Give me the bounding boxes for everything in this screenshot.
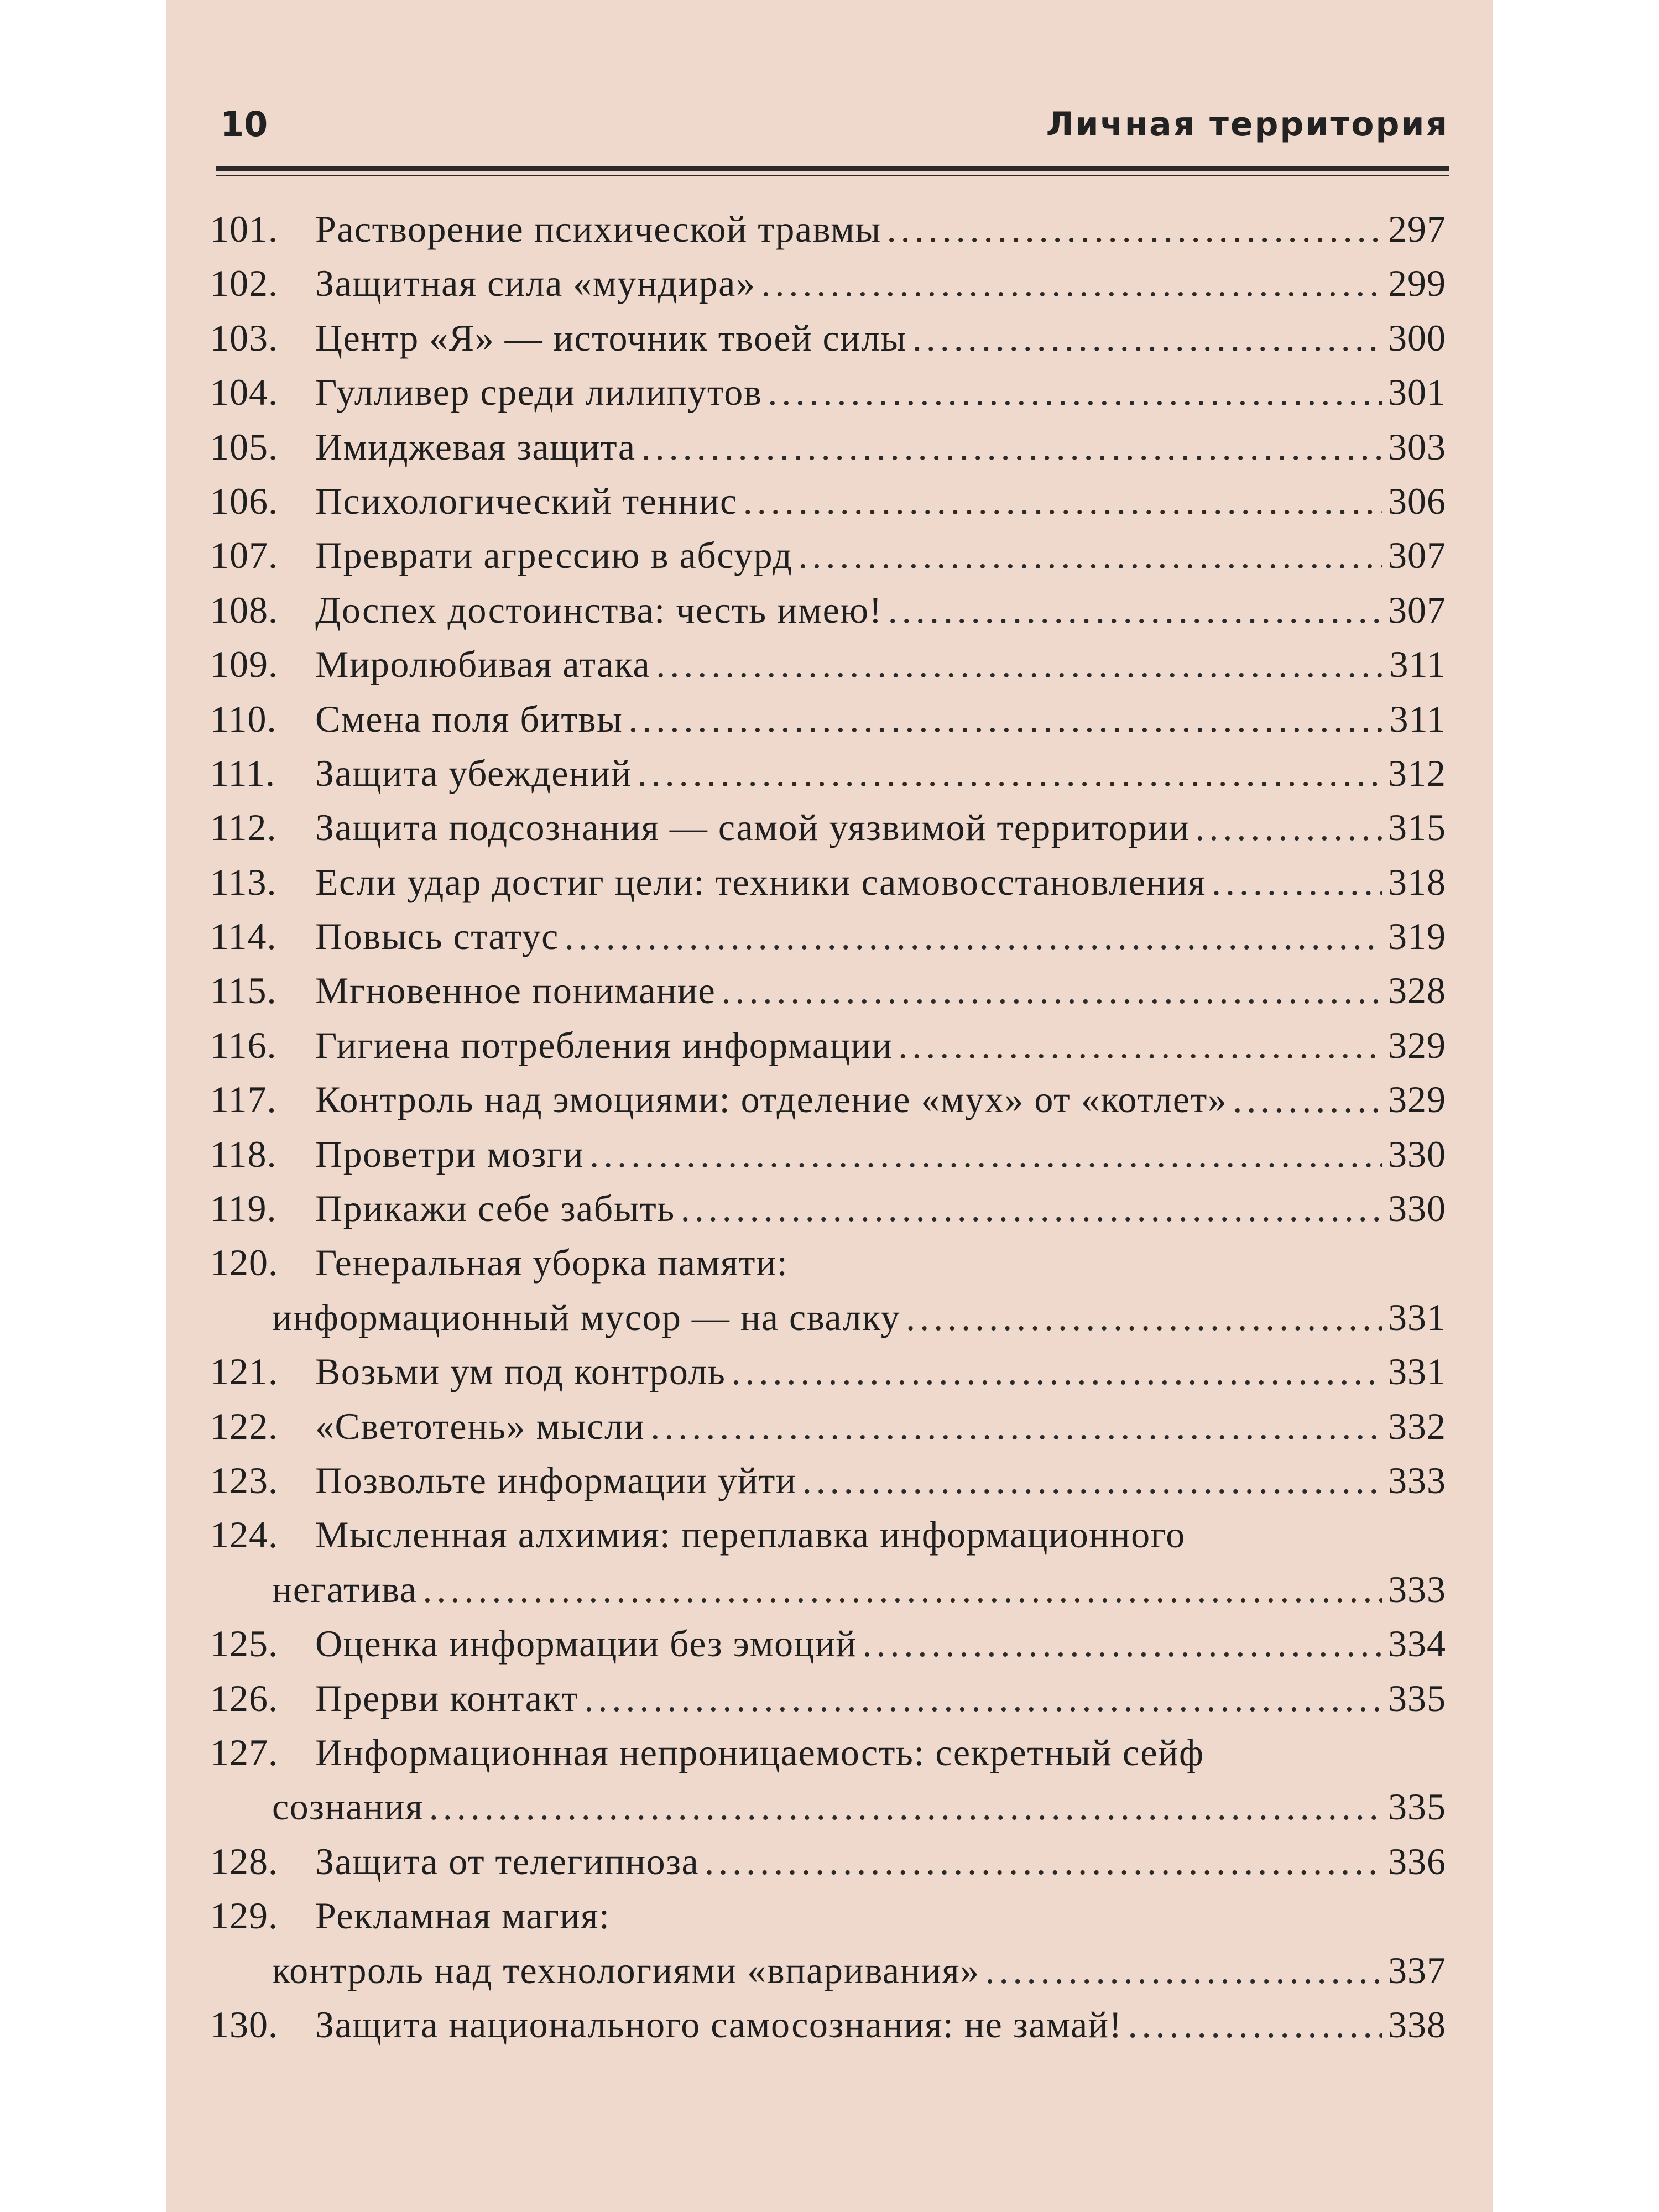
toc-entry-page: 335: [1388, 1677, 1446, 1719]
toc-entry: [210, 474, 1446, 528]
toc-entry-page: 331: [1388, 1350, 1446, 1393]
toc-entry: [210, 909, 1446, 963]
dot-leader: [743, 474, 1383, 528]
toc-entry-page: 299: [1388, 262, 1446, 305]
dot-leader: [656, 637, 1384, 691]
toc-line: [210, 746, 1446, 800]
dot-leader: [721, 963, 1383, 1018]
toc-entry-page: 332: [1388, 1405, 1446, 1447]
toc-entry: [210, 1018, 1446, 1072]
toc-entry-number: 114.: [210, 915, 277, 958]
dot-leader: [584, 1671, 1383, 1725]
toc-entry-number: 112.: [210, 806, 277, 849]
toc-entry-page: 335: [1388, 1786, 1446, 1828]
toc-entry-title: Проветри мозги: [315, 1133, 585, 1175]
toc-entry-title: Позвольте информации уйти: [315, 1459, 797, 1501]
toc-entry-title: Центр «Я» — источник твоей силы: [315, 316, 907, 359]
dot-leader: [802, 1453, 1383, 1507]
toc-entry: [210, 583, 1446, 637]
toc-entry-page: 331: [1388, 1296, 1446, 1338]
toc-entry-number: 108.: [210, 588, 278, 631]
dot-leader: [906, 1290, 1383, 1344]
toc-line: [210, 1616, 1446, 1671]
dot-leader: [1128, 1997, 1383, 2052]
toc-line: [210, 1235, 1446, 1290]
toc-line: [210, 365, 1446, 419]
toc-entry-number: 115.: [210, 969, 277, 1012]
toc-line: [210, 1344, 1446, 1399]
toc-line: [210, 1671, 1446, 1725]
toc-entry-page: 334: [1388, 1623, 1446, 1665]
dot-leader: [628, 692, 1384, 746]
toc-entry: [210, 365, 1446, 419]
toc-entry-title: Информационная непроницаемость: секретный сейф: [315, 1731, 1204, 1773]
toc-line: [210, 1018, 1446, 1072]
toc-entry-number: 113.: [210, 860, 277, 903]
toc-entry-page: 307: [1388, 534, 1446, 577]
toc-entry-number: 122.: [210, 1405, 278, 1447]
dot-leader: [731, 1344, 1383, 1399]
toc-entry-title: Защита подсознания — самой уязвимой территории: [315, 806, 1190, 849]
toc-entry-page: 338: [1388, 2003, 1446, 2046]
dot-leader: [429, 1780, 1383, 1834]
dot-leader: [1233, 1072, 1383, 1126]
toc-entry-title: Оценка информации без эмоций: [315, 1623, 857, 1665]
dot-leader: [768, 365, 1383, 419]
toc-entry: [210, 202, 1446, 256]
toc-entry-page: 337: [1388, 1949, 1446, 1991]
toc-entry-page: 300: [1388, 316, 1446, 359]
dot-leader: [641, 420, 1383, 474]
toc-entry: [210, 1725, 1446, 1834]
toc-line: [210, 1725, 1446, 1780]
toc-line: [210, 311, 1446, 365]
toc-entry-number: 121.: [210, 1350, 278, 1393]
toc-entry-page: 303: [1388, 425, 1446, 468]
toc-line: [210, 855, 1446, 909]
toc-entry: [210, 256, 1446, 310]
dot-leader: [589, 1127, 1383, 1181]
toc-entry-number: 104.: [210, 371, 278, 414]
toc-entry: [210, 528, 1446, 582]
dot-leader: [1195, 800, 1383, 854]
toc-entry-number: 119.: [210, 1187, 277, 1230]
running-title: Личная территория: [1046, 105, 1449, 144]
toc-entry-number: 101.: [210, 208, 278, 250]
toc-entry-title: Мысленная алхимия: переплавка информационного: [315, 1514, 1186, 1556]
toc-line: [210, 1834, 1446, 1888]
toc-entry-number: 103.: [210, 316, 278, 359]
toc-entry-number: 106.: [210, 479, 278, 522]
toc-entry-title: Доспех достоинства: честь имею!: [315, 588, 883, 631]
toc-entry-page: 319: [1388, 915, 1446, 958]
dot-leader: [705, 1834, 1383, 1888]
dot-leader: [650, 1399, 1383, 1453]
toc-line: [210, 1181, 1446, 1235]
toc-entry-page: 315: [1388, 806, 1446, 849]
toc-entry-title: Мгновенное понимание: [315, 969, 716, 1012]
dot-leader: [565, 909, 1383, 963]
toc-entry-title: «Светотень» мысли: [315, 1405, 645, 1447]
toc-entry: [210, 855, 1446, 909]
toc-entry-page: 330: [1388, 1187, 1446, 1230]
toc-entry: [210, 420, 1446, 474]
toc-entry-page: 297: [1388, 208, 1446, 250]
toc-entry: [210, 1671, 1446, 1725]
toc-entry: [210, 1235, 1446, 1344]
toc-entry-title: Рекламная магия:: [315, 1895, 611, 1937]
toc-entry-number: 111.: [210, 752, 275, 794]
toc-entry-title: Защитная сила «мундира»: [315, 262, 756, 305]
toc-entry: [210, 692, 1446, 746]
toc-entry-page: 312: [1388, 752, 1446, 794]
toc-entry: [210, 746, 1446, 800]
toc-entry-title: Возьми ум под контроль: [315, 1350, 726, 1393]
toc-entry-number: 129.: [210, 1895, 278, 1937]
toc-entry-number: 120.: [210, 1241, 278, 1284]
toc-entry-number: 130.: [210, 2003, 278, 2046]
toc-entry-page: 328: [1388, 969, 1446, 1012]
toc-entry-number: 102.: [210, 262, 278, 305]
toc-entry-page: 307: [1388, 588, 1446, 631]
toc-entry-title: Генеральная уборка памяти:: [315, 1241, 789, 1284]
header-rule-thin: [216, 175, 1449, 176]
toc-entry-page: 301: [1388, 371, 1446, 414]
page-number: 10: [220, 104, 268, 144]
toc-line: [210, 256, 1446, 310]
toc-entry-title: Психологический теннис: [315, 479, 738, 522]
toc-line: [210, 1888, 1446, 1943]
toc-line: [210, 202, 1446, 256]
dot-leader: [888, 583, 1383, 637]
toc-entry-number: 127.: [210, 1731, 278, 1773]
dot-leader: [862, 1616, 1383, 1671]
toc-entry: [210, 1997, 1446, 2052]
toc-entry: [210, 1834, 1446, 1888]
dot-leader: [1212, 855, 1383, 909]
toc-entry-page: 318: [1388, 860, 1446, 903]
toc-entry-title: Контроль над эмоциями: отделение «мух» от «котлет»: [315, 1078, 1228, 1121]
toc-entry-page: 330: [1388, 1133, 1446, 1175]
toc-line: [210, 637, 1446, 691]
toc-entry-number: 123.: [210, 1459, 278, 1501]
toc-entry-title: информационный мусор — на свалку: [272, 1296, 901, 1338]
toc-entry-title: Смена поля битвы: [315, 697, 623, 740]
dot-leader: [898, 1018, 1383, 1072]
toc-entry-page: 306: [1388, 479, 1446, 522]
toc-entry-page: 333: [1388, 1568, 1446, 1610]
dot-leader: [985, 1943, 1383, 1997]
toc-entry: [210, 963, 1446, 1018]
dot-leader: [761, 256, 1383, 310]
toc-line: [210, 692, 1446, 746]
toc-line: [210, 1507, 1446, 1562]
toc-line: [210, 528, 1446, 582]
toc-entry-title: сознания: [272, 1786, 424, 1828]
toc-entry-page: 329: [1388, 1078, 1446, 1121]
toc-line: [210, 474, 1446, 528]
table-of-contents: [210, 202, 1446, 2052]
toc-entry-number: 124.: [210, 1514, 278, 1556]
toc-entry-page: 329: [1388, 1024, 1446, 1066]
dot-leader: [798, 528, 1383, 582]
toc-entry-number: 128.: [210, 1840, 278, 1882]
toc-entry-title: Защита убеждений: [315, 752, 632, 794]
toc-entry-title: Повысь статус: [315, 915, 559, 958]
toc-entry-title: Миролюбивая атака: [315, 643, 651, 686]
toc-entry-page: 336: [1388, 1840, 1446, 1882]
toc-entry-title: Прикажи себе забыть: [315, 1187, 675, 1230]
toc-entry-page: 333: [1388, 1459, 1446, 1501]
toc-entry-number: 105.: [210, 425, 278, 468]
toc-entry-title: Если удар достиг цели: техники самовосстановления: [315, 860, 1206, 903]
toc-line: [210, 1127, 1446, 1181]
toc-entry-page: 311: [1389, 697, 1446, 740]
toc-line-continued: [210, 1290, 1446, 1344]
toc-line: [210, 963, 1446, 1018]
toc-entry-number: 126.: [210, 1677, 278, 1719]
toc-entry-title: контроль над технологиями «впаривания»: [272, 1949, 980, 1991]
toc-line: [210, 1453, 1446, 1507]
toc-line: [210, 420, 1446, 474]
toc-entry: [210, 1507, 1446, 1616]
toc-entry: [210, 1127, 1446, 1181]
toc-line: [210, 1399, 1446, 1453]
toc-entry-title: Имиджевая защита: [315, 425, 636, 468]
page-header: [216, 97, 1449, 163]
toc-entry-number: 116.: [210, 1024, 277, 1066]
toc-entry-number: 117.: [210, 1078, 277, 1121]
toc-line-continued: [210, 1780, 1446, 1834]
dot-leader: [638, 746, 1383, 800]
toc-entry-title: Защита от телегипноза: [315, 1840, 700, 1882]
toc-entry: [210, 1399, 1446, 1453]
toc-entry: [210, 1453, 1446, 1507]
toc-entry: [210, 800, 1446, 854]
toc-line-continued: [210, 1943, 1446, 1997]
toc-entry: [210, 1344, 1446, 1399]
toc-entry-number: 125.: [210, 1623, 278, 1665]
toc-line-continued: [210, 1562, 1446, 1616]
toc-entry: [210, 1888, 1446, 1997]
toc-entry-number: 118.: [210, 1133, 277, 1175]
toc-entry-title: Гулливер среди лилипутов: [315, 371, 763, 414]
dot-leader: [681, 1181, 1383, 1235]
toc-line: [210, 583, 1446, 637]
toc-entry-page: 311: [1389, 643, 1446, 686]
header-rule-thick: [216, 166, 1449, 171]
dot-leader: [422, 1562, 1383, 1616]
toc-entry-title: Преврати агрессию в абсурд: [315, 534, 793, 577]
toc-entry-title: Прерви контакт: [315, 1677, 579, 1719]
toc-entry-title: Защита национального самосознания: не замай!: [315, 2003, 1123, 2046]
toc-entry-title: Гигиена потребления информации: [315, 1024, 893, 1066]
toc-line: [210, 800, 1446, 854]
dot-leader: [912, 311, 1383, 365]
toc-entry: [210, 1616, 1446, 1671]
toc-entry-number: 107.: [210, 534, 278, 577]
toc-entry-title: негатива: [272, 1568, 418, 1610]
toc-entry: [210, 1181, 1446, 1235]
toc-entry: [210, 1072, 1446, 1126]
toc-line: [210, 909, 1446, 963]
dot-leader: [887, 202, 1383, 256]
toc-line: [210, 1072, 1446, 1126]
toc-line: [210, 1997, 1446, 2052]
toc-entry: [210, 311, 1446, 365]
toc-entry: [210, 637, 1446, 691]
toc-entry-title: Растворение психической травмы: [315, 208, 881, 250]
toc-entry-number: 109.: [210, 643, 278, 686]
toc-entry-number: 110.: [210, 697, 277, 740]
